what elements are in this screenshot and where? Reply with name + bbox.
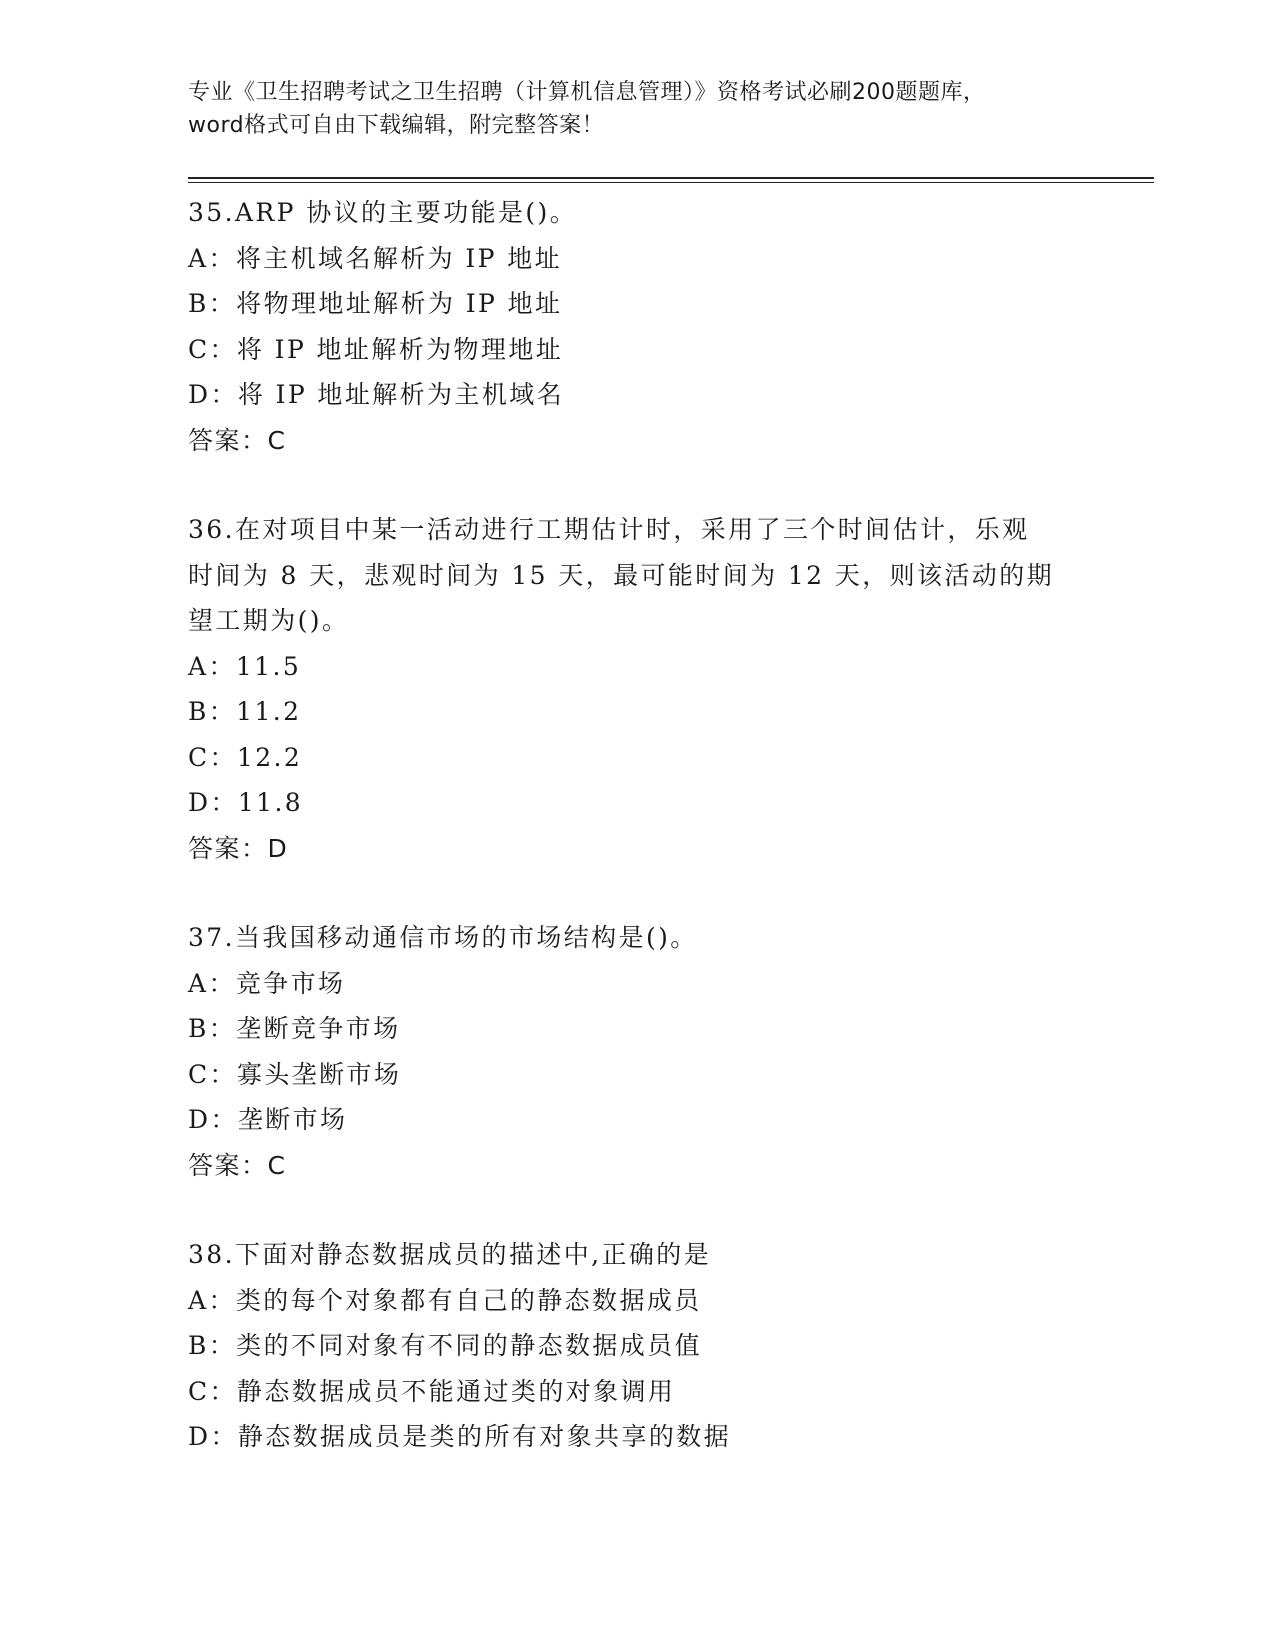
option-a: A：类的每个对象都有自己的静态数据成员 — [188, 1285, 702, 1315]
option-b: B：11.2 — [188, 697, 302, 726]
question-stem: 时间为 8 天，悲观时间为 15 天，最可能时间为 12 天，则该活动的期 — [188, 560, 1055, 590]
answer: 答案：D — [188, 833, 289, 863]
option-d: D：11.8 — [188, 788, 304, 817]
question-list — [188, 190, 1088, 1504]
option-b: B：类的不同对象有不同的静态数据成员值 — [188, 1331, 702, 1360]
option-d: D：垄断市场 — [188, 1105, 348, 1134]
question-stem: 37.当我国移动通信市场的市场结构是()。 — [188, 923, 698, 952]
header-divider — [188, 177, 1154, 183]
answer: 答案：C — [188, 1150, 287, 1180]
question-stem: 35.ARP 协议的主要功能是()。 — [188, 198, 578, 227]
answer: 答案：C — [188, 425, 287, 455]
option-d: D：静态数据成员是类的所有对象共享的数据 — [188, 1422, 732, 1451]
option-c: C：12.2 — [188, 742, 303, 772]
document-header — [188, 76, 1088, 142]
question-37 — [188, 915, 1088, 1188]
header-title-line-1: 专业《卫生招聘考试之卫生招聘（计算机信息管理）》资格考试必刷200题题库， — [188, 80, 986, 105]
option-a: A：11.5 — [188, 651, 302, 681]
question-stem: 36.在对项目中某一活动进行工期估计时，采用了三个时间估计，乐观 — [188, 515, 1030, 544]
option-c: C：静态数据成员不能通过类的对象调用 — [188, 1376, 676, 1406]
option-b: B：垄断竞争市场 — [188, 1014, 401, 1043]
option-a: A：竞争市场 — [188, 968, 346, 998]
question-stem: 望工期为()。 — [188, 606, 350, 635]
question-38 — [188, 1232, 1088, 1460]
option-a: A：将主机域名解析为 IP 地址 — [188, 243, 563, 273]
question-35 — [188, 190, 1088, 463]
option-b: B：将物理地址解析为 IP 地址 — [188, 289, 563, 318]
option-c: C：将 IP 地址解析为物理地址 — [188, 334, 564, 364]
option-c: C：寡头垄断市场 — [188, 1059, 402, 1089]
question-stem: 38.下面对静态数据成员的描述中,正确的是 — [188, 1240, 712, 1269]
header-title-line-2: word格式可自由下载编辑，附完整答案！ — [188, 113, 605, 138]
option-d: D：将 IP 地址解析为主机域名 — [188, 380, 565, 409]
question-36 — [188, 507, 1088, 871]
